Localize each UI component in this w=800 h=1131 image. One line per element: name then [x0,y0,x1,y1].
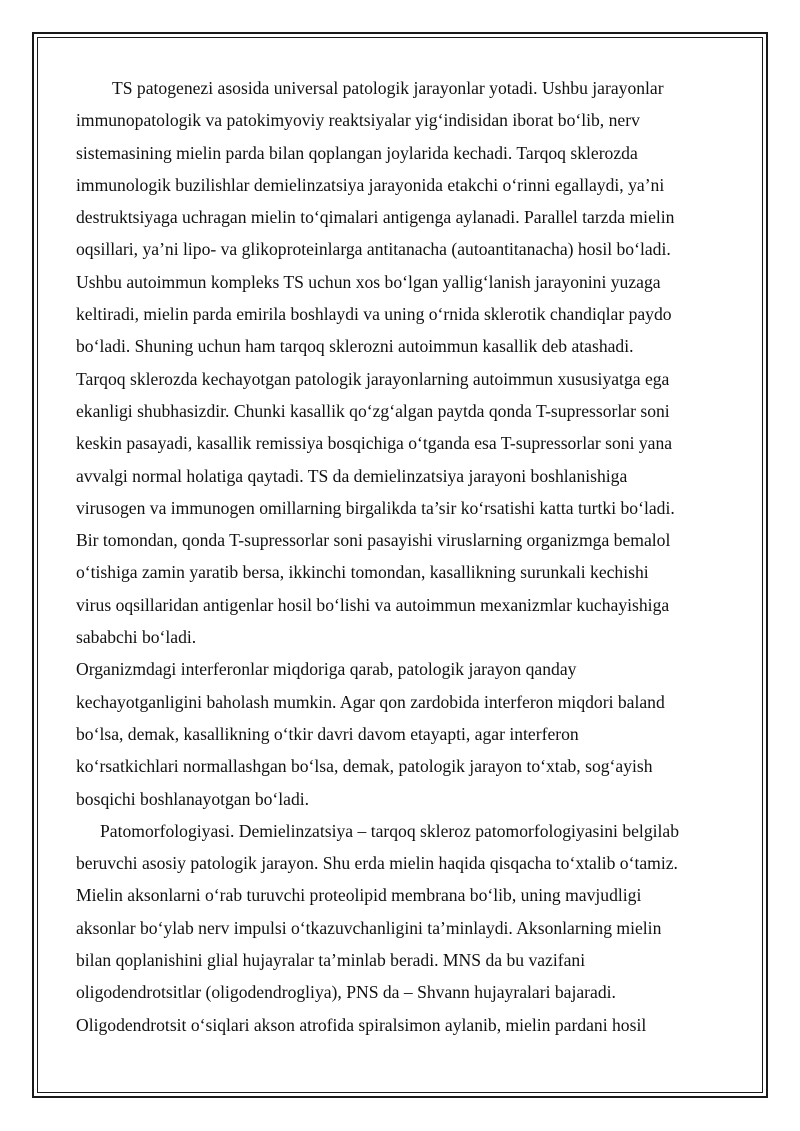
text-line: bilan qoplanishini glial hujayralar ta’minlab beradi. MNS da bu vazifani [76,950,586,971]
text-line: keskin pasayadi, kasallik remissiya bosqichiga o‘tganda esa T-supressorlar soni yana [76,433,673,454]
text-line: kechayotganligini baholash mumkin. Agar qon zardobida interferon miqdori baland [76,691,665,712]
text-line: ekanligi shubhasizdir. Chunki kasallik qo‘zg‘algan paytda qonda T-supressorlar soni [76,400,670,421]
text-line: immunologik buzilishlar demielinzatsiya jarayonida etakchi o‘rinni egallaydi, ya’ni [76,174,665,195]
text-line: ko‘rsatkichlari normallashgan bo‘lsa, demak, patologik jarayon to‘xtab, sog‘ayish [76,756,653,777]
text-line: Patomorfologiyasi. Demielinzatsiya – tarqoq skleroz patomorfologiyasini belgilab [100,820,679,841]
text-line: Mielin aksonlarni o‘rab turuvchi proteolipid membrana bo‘lib, uning mavjudligi [76,885,642,906]
paragraph-pathomorphology [76,815,726,1041]
text-line: o‘tishiga zamin yaratib bersa, ikkinchi tomondan, kasallikning surunkali kechishi [76,562,649,583]
text-line: bo‘ladi. Shuning uchun ham tarqoq sklerozni autoimmun kasallik deb atashadi. [76,336,634,357]
text-line: bosqichi boshlanayotgan bo‘ladi. [76,788,310,809]
text-line: bo‘lsa, demak, kasallikning o‘tkir davri davom etayapti, agar interferon [76,723,579,744]
text-line: Bir tomondan, qonda T-supressorlar soni pasayishi viruslarning organizmga bemalol [76,530,671,551]
text-line: destruktsiyaga uchragan mielin to‘qimalari antigenga aylanadi. Parallel tarzda mielin [76,207,675,228]
text-line: aksonlar bo‘ylab nerv impulsi o‘tkazuvchanligini ta’minlaydi. Aksonlarning mielin [76,917,662,938]
text-line: sababchi bo‘ladi. [76,627,197,648]
text-line: keltiradi, mielin parda emirila boshlaydi va uning o‘rnida sklerotik chandiqlar paydo [76,304,672,325]
text-line: oligodendrotsitlar (oligodendrogliya), PNS da – Shvann hujayralari bajaradi. [76,982,616,1003]
text-line: TS patogenezi asosida universal patologik jarayonlar yotadi. Ushbu jarayonlar [112,78,664,98]
text-line: beruvchi asosiy patologik jarayon. Shu erda mielin haqida qisqacha to‘xtalib o‘tamiz. [76,853,678,874]
text-line: immunopatologik va patokimyoviy reaktsiyalar yig‘indisidan iborat bo‘lib, nerv [76,110,640,131]
paragraph-pathogenesis [76,72,726,653]
text-line: virus oqsillaridan antigenlar hosil bo‘lishi va autoimmun mexanizmlar kuchayishiga [76,594,670,615]
text-line: oqsillari, ya’ni lipo- va glikoproteinlarga antitanacha (autoantitanacha) hosil bo‘ladi. [76,239,671,260]
text-line: Oligodendrotsit o‘siqlari akson atrofida spiralsimon aylanib, mielin pardani hosil [76,1014,647,1035]
text-line: virusogen va immunogen omillarning birgalikda ta’sir ko‘rsatishi katta turtki bo‘ladi. [76,497,675,518]
paragraph-interferons [76,653,726,814]
text-line: sistemasining mielin parda bilan qoplangan joylarida kechadi. Tarqoq sklerozda [76,142,638,163]
document-body [76,72,726,1041]
text-line: avvalgi normal holatiga qaytadi. TS da demielinzatsiya jarayoni boshlanishiga [76,465,628,486]
text-line: Ushbu autoimmun kompleks TS uchun xos bo‘lgan yallig‘lanish jarayonini yuzaga [76,271,661,292]
text-line: Organizmdagi interferonlar miqdoriga qarab, patologik jarayon qanday [76,659,577,680]
text-line: Tarqoq sklerozda kechayotgan patologik jarayonlarning autoimmun xususiyatga ega [76,368,670,389]
